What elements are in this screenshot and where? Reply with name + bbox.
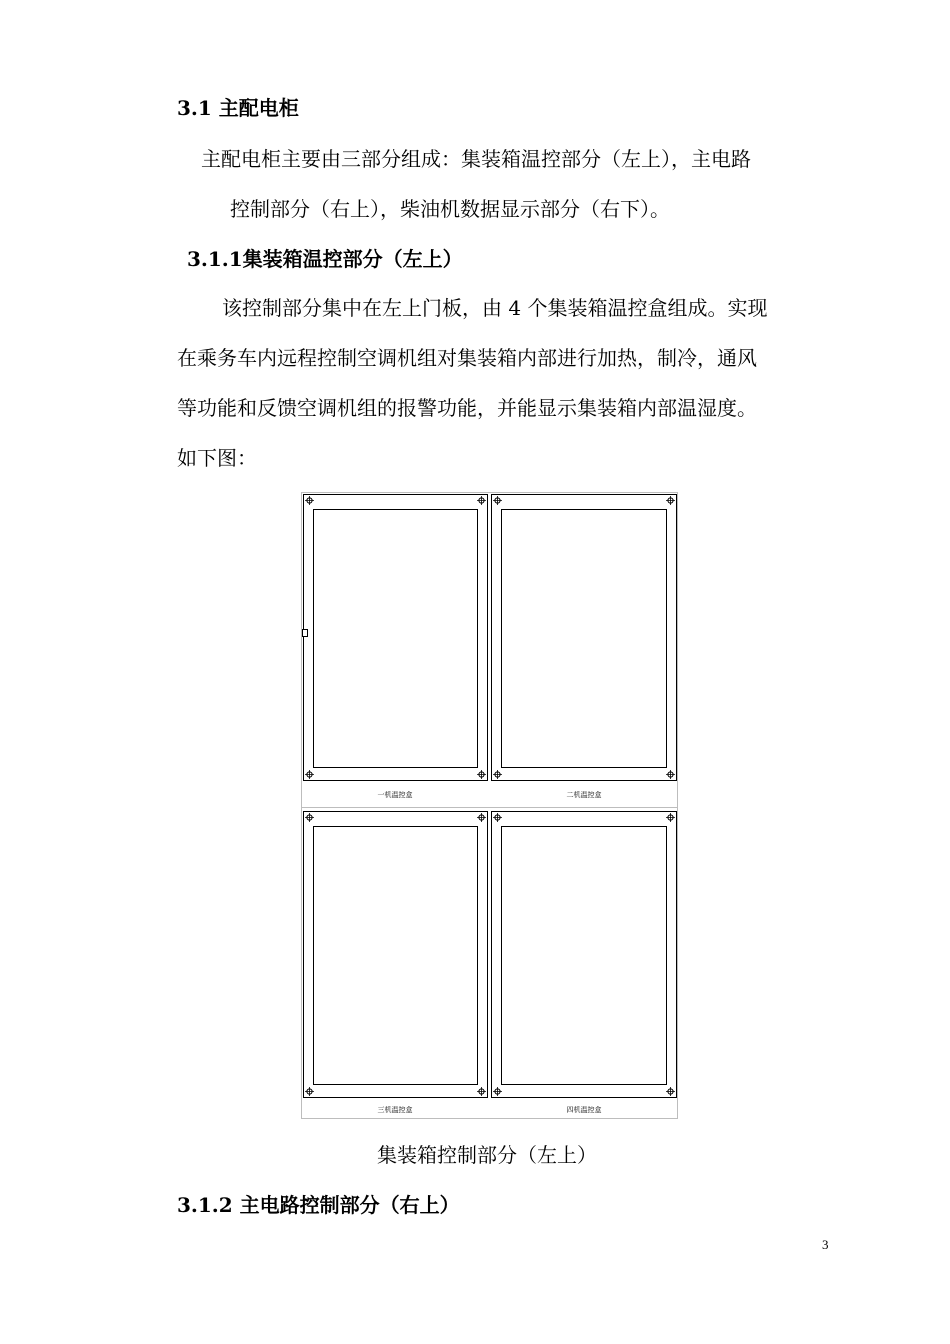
hinge-marker [302,629,308,637]
mounting-screw-icon [493,1087,502,1096]
mounting-screw-icon [477,770,486,779]
mounting-screw-icon [477,1087,486,1096]
panel-3-label: 三机温控盒 [377,1106,413,1114]
figure-caption: 集装箱控制部分（左上） [377,1143,597,1167]
mounting-screw-icon [666,1087,675,1096]
control-box-panel-4 [491,811,677,1098]
body-line-4: 如下图： [177,446,257,470]
mounting-screw-icon [493,770,502,779]
temperature-control-box-figure [301,492,678,1119]
control-box-panel-4-inner [501,826,667,1085]
mounting-screw-icon [305,496,314,505]
mounting-screw-icon [493,813,502,822]
section-heading-3-1-1: 3.1.1集装箱温控部分（左上） [187,247,463,271]
mounting-screw-icon [477,813,486,822]
control-box-panel-2 [491,494,677,781]
body-line-1: 该控制部分集中在左上门板，由 4 个集装箱温控盒组成。实现 [222,296,768,320]
control-box-panel-2-inner [501,509,667,768]
mounting-screw-icon [666,496,675,505]
panel-2-label: 二机温控盒 [566,791,602,799]
mounting-screw-icon [305,1087,314,1096]
section-heading-3-1: 3.1 主配电柜 [177,96,299,120]
mounting-screw-icon [477,496,486,505]
figure-row-divider [302,807,677,808]
section-heading-3-1-2: 3.1.2 主电路控制部分（右上） [177,1193,460,1217]
control-box-panel-1 [303,494,488,781]
intro-line-2: 控制部分（右上），柴油机数据显示部分（右下）。 [230,197,670,221]
control-box-panel-3 [303,811,488,1098]
mounting-screw-icon [305,813,314,822]
page-number: 3 [822,1237,829,1252]
mounting-screw-icon [305,770,314,779]
control-box-panel-1-inner [313,509,478,768]
control-box-panel-3-inner [313,826,478,1085]
panel-4-label: 四机温控盒 [566,1106,602,1114]
mounting-screw-icon [493,496,502,505]
mounting-screw-icon [666,770,675,779]
intro-line-1: 主配电柜主要由三部分组成：集装箱温控部分（左上），主电路 [201,147,751,171]
mounting-screw-icon [666,813,675,822]
body-line-3: 等功能和反馈空调机组的报警功能，并能显示集装箱内部温湿度。 [177,396,757,420]
panel-1-label: 一机温控盒 [377,791,413,799]
body-line-2: 在乘务车内远程控制空调机组对集装箱内部进行加热，制冷，通风 [177,346,757,370]
